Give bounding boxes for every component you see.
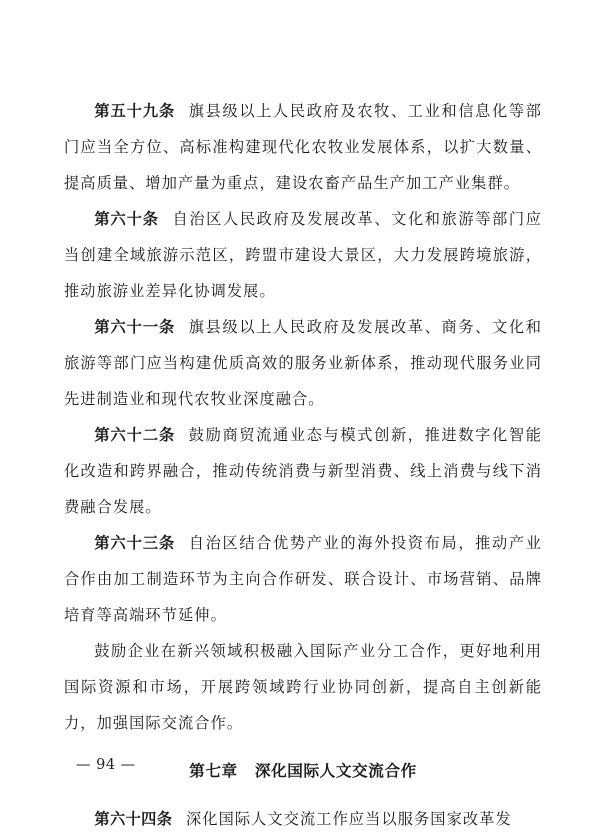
document-body bbox=[64, 93, 542, 837]
article-64 bbox=[64, 801, 542, 837]
article-text: 深化国际人文交流工作应当以服务国家改革发 bbox=[186, 810, 512, 828]
article-text: 鼓励商贸流通业态与模式创新，推进数字化智能化改造和跨界融合，推动传统消费与新型消费、线上消费与线下消费融合发展。 bbox=[64, 426, 542, 516]
article-label: 第六十条 bbox=[94, 210, 159, 228]
page-number: — 94 — bbox=[76, 757, 136, 773]
article-label: 第六十二条 bbox=[94, 426, 176, 444]
article-63 bbox=[64, 525, 542, 633]
article-label: 第五十九条 bbox=[94, 102, 176, 120]
chapter-title: 深化国际人文交流合作 bbox=[254, 761, 417, 780]
chapter-number: 第七章 bbox=[189, 761, 238, 780]
chapter-heading bbox=[64, 753, 542, 789]
article-text: 旗县级以上人民政府及农牧、工业和信息化等部门应当全方位、高标准构建现代化农牧业发展体系，以扩大数量、提高质量、增加产量为重点，建设农畜产品生产加工产业集群。 bbox=[64, 102, 542, 192]
article-text: 自治区人民政府及发展改革、文化和旅游等部门应当创建全域旅游示范区，跨盟市建设大景区，大力发展跨境旅游，推动旅游业差异化协调发展。 bbox=[64, 210, 543, 300]
article-62 bbox=[64, 417, 542, 525]
article-label: 第六十三条 bbox=[94, 534, 176, 552]
article-label: 第六十一条 bbox=[94, 318, 176, 336]
article-label: 第六十四条 bbox=[94, 810, 173, 828]
article-text: 自治区结合优势产业的海外投资布局，推动产业合作由加工制造环节为主向合作研发、联合设计、市场营销、品牌培育等高端环节延伸。 bbox=[64, 534, 542, 624]
article-59 bbox=[64, 93, 542, 201]
paragraph-plain: 鼓励企业在新兴领域积极融入国际产业分工合作，更好地利用国际资源和市场，开展跨领域跨行业协同创新，提高自主创新能力，加强国际交流合作。 bbox=[64, 642, 542, 732]
article-60 bbox=[64, 201, 542, 309]
article-text: 旗县级以上人民政府及发展改革、商务、文化和旅游等部门应当构建优质高效的服务业新体系，推动现代服务业同先进制造业和现代农牧业深度融合。 bbox=[64, 318, 542, 408]
article-61 bbox=[64, 309, 542, 417]
